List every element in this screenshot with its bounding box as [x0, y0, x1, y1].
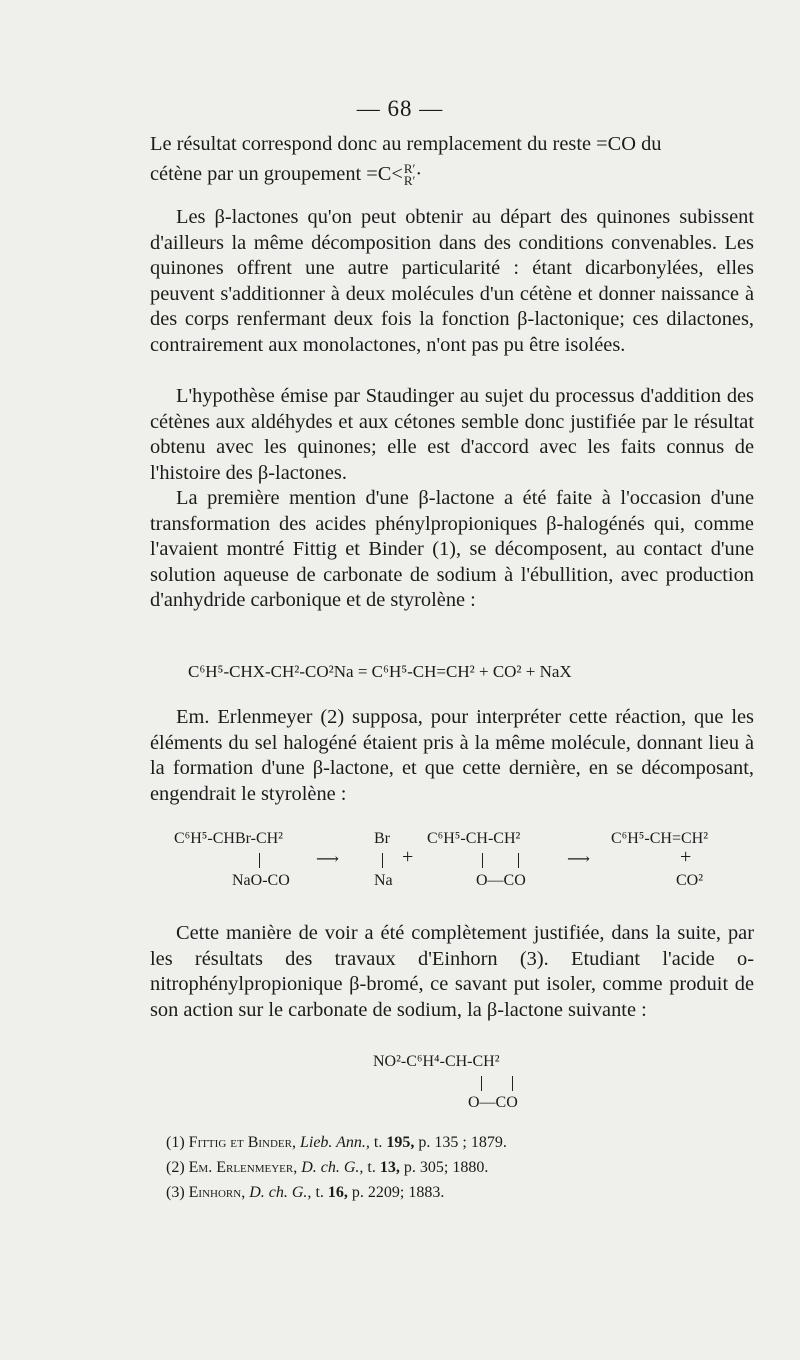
para1-prefix: cétène par un groupement =C<	[150, 162, 403, 185]
reactant-top: C⁶H⁵-CHBr-CH²	[174, 830, 283, 847]
r-bottom: R′	[403, 172, 416, 188]
bromine-top: Br	[374, 830, 390, 847]
para1-suffix: ·	[415, 162, 423, 185]
formula2-top: NO²-C⁶H⁴-CH-CH²	[373, 1053, 500, 1070]
footnote-journal: D. ch. G.,	[301, 1159, 364, 1176]
paragraph-6: Cette manière de voir a été complètement justifiée, dans la suite, par les résultats des travaux d'Einhorn (3). Etudiant l'acide o-nitrophénylpropionique β-bromé, ce savant put isoler, comme produit de son action sur le carbonate de sodium, la β-lactone suivante :	[150, 922, 754, 1021]
bond-line	[518, 853, 519, 868]
styrolene-top: C⁶H⁵-CH=CH²	[611, 830, 708, 847]
footnote-volume: 195,	[386, 1134, 415, 1151]
paragraph-5: Em. Erlenmeyer (2) supposa, pour interpréter cette réaction, que les éléments du sel halogéné étaient pris à la même molécule, donnant lieu à la formation d'une β-lactone, et que cette dernière, en se décomposant, engendrait le styrolène :	[150, 706, 754, 805]
para1-line2	[150, 162, 754, 188]
footnote-number: (1)	[166, 1134, 185, 1151]
r-group-fraction	[403, 160, 416, 188]
footnote-2	[166, 1159, 488, 1177]
lactone-top: C⁶H⁵-CH-CH²	[427, 830, 521, 847]
footnote-volume: 13,	[379, 1159, 400, 1176]
page-number: — 68 —	[356, 96, 444, 121]
footnote-number: (3)	[166, 1184, 185, 1201]
bond-line	[482, 853, 483, 868]
footnote-3	[166, 1184, 444, 1202]
plus-sign-2: +	[680, 846, 692, 868]
equation-1: C⁶H⁵-CHX-CH²-CO²Na = C⁶H⁵-CH=CH² + CO² + NaX	[188, 662, 572, 681]
plus-sign-1: +	[402, 846, 414, 868]
co2-bottom: CO²	[676, 872, 704, 889]
footnote-journal: D. ch. G.,	[249, 1184, 312, 1201]
footnote-rest: p. 135 ; 1879.	[418, 1134, 507, 1151]
footnote-number: (2)	[166, 1159, 185, 1176]
paragraph-3: L'hypothèse émise par Staudinger au sujet du processus d'addition des cétènes aux aldéhydes et aux cétones semble donc justifiée par le résultat obtenu avec les quinones; elle est d'accord avec les faits connus de l'histoire des β-lactones.	[150, 385, 754, 484]
footnote-vol-prefix: t.	[315, 1184, 324, 1201]
r-top: R′	[403, 160, 416, 176]
paragraph-2: Les β-lactones qu'on peut obtenir au départ des quinones subissent d'ailleurs la même décomposition dans des conditions convenables. Les quinones offrent une autre particularité : étant dicarbonylées, elles peuvent s'additionner à deux molécules d'un cétène et donner naissance à des corps renfermant deux fois la fonction β-lactonique; ces dilactones, contrairement aux monolactones, n'ont pas pu être isolées.	[150, 206, 754, 356]
footnote-author: Fittig et Binder,	[188, 1134, 296, 1151]
footnote-vol-prefix: t.	[373, 1134, 383, 1151]
arrow-1: ⟶	[316, 851, 339, 868]
bond-line	[512, 1076, 513, 1091]
lactone-bottom: O—CO	[476, 872, 526, 889]
sodium-bottom: Na	[374, 872, 393, 889]
footnote-rest: p. 305; 1880.	[403, 1159, 489, 1176]
footnote-author: Em. Erlenmeyer,	[188, 1159, 298, 1176]
formula2-bottom: O—CO	[468, 1094, 518, 1111]
bond-line	[259, 853, 260, 868]
paragraph-1	[150, 132, 754, 187]
arrow-2: ⟶	[567, 851, 590, 868]
footnote-rest: p. 2209; 1883.	[351, 1184, 445, 1201]
footnote-vol-prefix: t.	[367, 1159, 376, 1176]
reactant-bottom: NaO-CO	[232, 872, 290, 889]
footnote-journal: Lieb. Ann.,	[299, 1134, 370, 1151]
paragraph-4: La première mention d'une β-lactone a été faite à l'occasion d'une transformation des acides phénylpropioniques β-halogénés qui, comme l'avaient montré Fittig et Binder (1), se décomposent, au contact d'une solution aqueuse de carbonate de sodium à l'ébullition, avec production d'anhydride carbonique et de styrolène :	[150, 487, 754, 612]
bond-line	[481, 1076, 482, 1091]
footnote-1	[166, 1134, 507, 1152]
footnote-volume: 16,	[327, 1184, 348, 1201]
para1-line1: Le résultat correspond donc au remplacement du reste =CO du	[150, 133, 662, 155]
footnote-author: Einhorn,	[188, 1184, 246, 1201]
bond-line	[382, 853, 383, 868]
